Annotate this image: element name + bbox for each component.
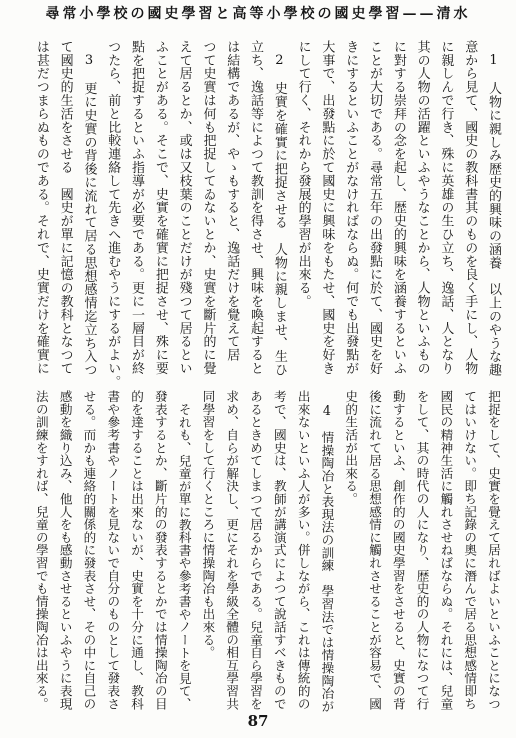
text-column: 國民の精神生活に觸れさせねばならぬ。それには、兒童: [438, 390, 454, 710]
text-column: て國史的生活をさせる 國史が單に記憶の教科となつて: [57, 40, 73, 375]
text-column: ふことがある。そこで、史實を確實に把捉させ、殊に要: [152, 40, 168, 375]
paragraph-heading-column: 3 更に史實の背後に流れて居る思想感情迄立ち入つ: [81, 53, 97, 377]
text-column: 意から見て、國史の教科書其のものを良く手にし、人物: [462, 40, 478, 375]
text-column: 後に流れて居る思想感情に觸れさせることが容易で、國: [367, 390, 383, 710]
text-column: せる。而かも連絡的關係的に發表させ、その中に自己の: [81, 390, 97, 710]
text-column: をして、其の時代の人になり、歴史的の人物になつて行: [414, 390, 430, 710]
text-column: は結構であるが、やゝもすると、逸話だけを覺えて居: [224, 40, 240, 362]
text-column: 動するといふ、創作的の國史學習をさせると、史實の背: [390, 390, 406, 710]
text-column: つたら、前と比較連絡して先きへ進むやうにするがよい。: [105, 40, 121, 389]
text-column: にして行く、それから發展的學習が出來る。: [295, 40, 311, 308]
text-column: 法の訓練をすれば、兒童の學習でも情操陶冶は出來る。: [33, 390, 49, 710]
lower-text-block: [29, 390, 505, 712]
text-column: に對する崇拜の念を起し、歴史的興味を涵養するといふ: [390, 40, 406, 375]
text-column: 史的生活が出來る。: [343, 390, 359, 506]
text-column: 大事で、出發點に於て國史に興味をもたせ、國史を好き: [319, 40, 335, 375]
text-column: 求め、自らが解決し、更にそれを學級全體の相互學習共: [224, 390, 240, 710]
page-number: 87: [247, 712, 269, 730]
text-column: 點を把捉するといふ指導が必要である。更に一層目が終: [129, 40, 145, 375]
text-column: てはいけない。即ち記錄の奧に潛んで居る思想感情即ち: [462, 390, 478, 710]
paragraph-heading-column: 1 人物に親しみ歴史的興味の涵養 以上のやうな趣: [486, 53, 501, 377]
text-column: えて居るとか、或は又枝葉のことだけが殘つて居るとい: [176, 40, 192, 375]
text-column: 的を達することは出來ないが、史實を十分に通し、教科: [129, 390, 145, 710]
text-column: 出來ないといふ人が多い。併しながら、これは傳統的の: [295, 390, 311, 710]
text-column: 考で、國史は、教師が講演式によつて說話すべきもので: [271, 390, 287, 710]
text-column: つて史實は何も把捉してゐないとか、史實を斷片的に覺: [200, 40, 216, 375]
text-column: あるときめてしまつて居るからである。兒童自ら學習を: [248, 390, 264, 710]
text-column: に親しんで行き、殊に英雄の生ひ立ち、逸話、人となり: [438, 40, 454, 375]
text-column: きにするといふことがなければならぬ。何でも出發點が: [343, 40, 359, 375]
running-header: 尋常小學校の國史學習と高等小學校の國史學習——清水: [45, 6, 471, 22]
text-column: 同學習をして行くところに情操陶冶も出來る。: [200, 390, 216, 659]
text-column: 發表するとか、斷片的の發表するとかでは情操陶冶の目: [152, 390, 168, 710]
text-column: それも、兒童が單に教科書や參考書やノートを見て、: [176, 403, 192, 711]
text-column: 書や參考書やノートを見ないで自分のものとして發表さ: [105, 390, 121, 710]
paragraph-heading-column: 2 史實を確實に把捉させる 人物に親しませ、生ひ: [271, 53, 287, 377]
text-column: 感動を織り込み、他人をも感動させるといふやうに表現: [57, 390, 73, 710]
text-column: 把捉をして、史實を覺えて居ればよいといふことになつ: [486, 390, 501, 710]
text-column: ことが大切である。尋常五年の出發點に於て、國史を好: [367, 40, 383, 375]
paragraph-heading-column: 4 情操陶冶と表現法の訓練 學習法では情操陶冶が: [319, 403, 335, 713]
text-column: 其の人物の活躍といふやうなことから、人物といふもの: [414, 40, 430, 375]
text-column: 立ち、逸話等によつて教訓を得させ、興味を喚起すると: [248, 40, 264, 375]
upper-text-block: [29, 40, 505, 389]
text-column: は甚だつまらぬものである。それで、史實だけを確實に: [33, 40, 49, 375]
